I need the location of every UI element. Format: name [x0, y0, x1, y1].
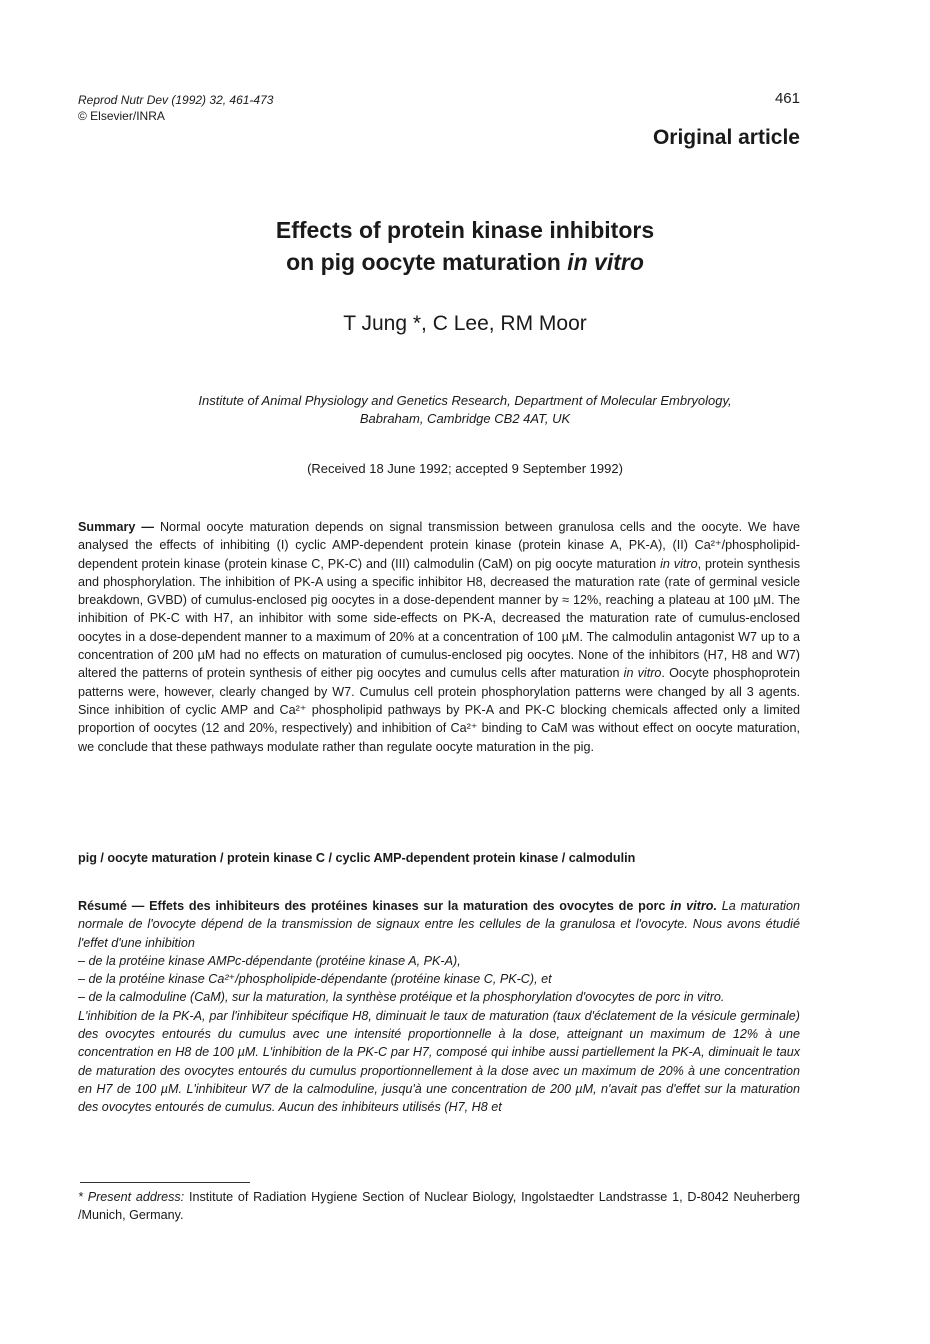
summary-paragraph — [78, 518, 800, 756]
resume-label-italic: in vitro. — [670, 899, 717, 913]
title-line-2-italic: in vitro — [567, 249, 644, 275]
summary-text-a: Normal oocyte maturation depends on signal transmission between granulosa cells and the oocyte. We have analysed the effects of inhibiting (I) cyclic AMP-dependent protein kinase (protein kinase A, PK-A), (II) Ca²⁺/phospholipid-dependent protein kinase (protein kinase C, PK-C) and (III) calmodulin (CaM) on pig oocyte maturation — [78, 520, 801, 571]
resume-item-3: – de la calmoduline (CaM), sur la maturation, la synthèse protéique et la phosphorylation d'ovocytes de porc in vitro. — [78, 990, 725, 1005]
resume-item-1: – de la protéine kinase AMPc-dépendante (protéine kinase A, PK-A), — [78, 953, 461, 968]
affiliation — [0, 392, 930, 428]
affiliation-line-2: Babraham, Cambridge CB2 4AT, UK — [359, 411, 571, 426]
resume-intro — [78, 897, 800, 952]
summary-label: Summary — — [78, 520, 154, 534]
title-line-2 — [0, 246, 930, 278]
summary-italic-b: in vitro — [623, 666, 662, 681]
received-dates: (Received 18 June 1992; accepted 9 September 1992) — [307, 461, 623, 476]
page-number: 461 — [774, 90, 800, 107]
footnote-divider — [80, 1182, 250, 1183]
article-title — [0, 214, 930, 278]
footnote-text: Institute of Radiation Hygiene Section of Nuclear Biology, Ingolstaedter Landstrasse 1, D-8042 Neuherberg /Munich, Germany. — [78, 1190, 800, 1223]
title-line-1: Effects of protein kinase inhibitors — [275, 217, 655, 243]
footnote — [78, 1188, 800, 1225]
summary-text-c: . Oocyte phosphoprotein patterns were, however, clearly changed by W7. Cumulus cell protein phosphorylation patterns were changed by all 3 agents. Since inhibition of cyclic AMP and Ca²⁺ phospholipid pathways by PK-A and PK-C blocking chemicals affected only a limited proportion of oocytes (12 and 20%, respectively) and inhibition of Ca²⁺ binding to CaM was without effect on oocyte maturation, we conclude that these pathways modulate rather than regulate oocyte maturation in the pig. — [78, 666, 800, 754]
section-label: Original article — [652, 126, 800, 149]
resume-block — [78, 897, 800, 1117]
keywords: pig / oocyte maturation / protein kinase C / cyclic AMP-dependent protein kinase / calmodulin — [78, 851, 636, 865]
summary-italic-a: in vitro — [660, 556, 698, 571]
journal-citation-block — [78, 92, 273, 124]
resume-line-1: La maturation normale de l'ovocyte dépend de la transmission de signaux entre les cellules de la granulosa et l'ovocyte. Nous avons étudié l'effet d'une inhibition — [78, 899, 800, 950]
authors: T Jung *, C Lee, RM Moor — [343, 312, 587, 335]
resume-item-2: – de la protéine kinase Ca²⁺/phospholipide-dépendante (protéine kinase C, PK-C), et — [78, 972, 552, 987]
title-line-2-main: on pig oocyte maturation — [286, 249, 568, 275]
journal-citation: Reprod Nutr Dev (1992) 32, 461-473 — [78, 93, 274, 107]
resume-label: Résumé — Effets des inhibiteurs des protéines kinases sur la maturation des ovocytes de porc — [78, 899, 671, 913]
publisher: © Elsevier/INRA — [78, 109, 165, 123]
footnote-label: * Present address: — [78, 1190, 185, 1204]
affiliation-line-1: Institute of Animal Physiology and Genetics Research, Department of Molecular Embryology, — [198, 393, 732, 408]
resume-paragraph-2: L'inhibition de la PK-A, par l'inhibiteur spécifique H8, diminuait le taux de maturation (taux d'éclatement de la vésicule germinale) des ovocytes entourés du cumulus avec une intensité proportionnelle à la dose, atteignant un maximum de 12% à une concentration en H8 de 100 µM. L'inhibition de la PK-C par H7, composé qui inhibe aussi partiellement la PK-A, diminuait le taux de maturation des ovocytes entourés du cumulus proportionnellement à la dose avec un maximum de 20% à une concentration en H7 de 100 µM. L'inhibiteur W7 de la calmoduline, jusqu'à une concentration de 200 µM, n'avait pas d'effet sur la maturation des ovocytes entourés de cumulus. Aucun des inhibiteurs utilisés (H7, H8 et — [78, 1008, 800, 1115]
summary-text-b: , protein synthesis and phosphorylation. The inhibition of PK-A using a specific inhibitor H8, decreased the maturation rate (rate of germinal vesicle breakdown, GVBD) of cumulus-enclosed pig oocytes in a dose-dependent manner by ≈ 12%, reaching a plateau at 100 µM. The inhibition of PK-C with H7, an inhibitor with some side-effects on PK-A, decreased the maturation rate of cumulus-enclosed oocytes in a dose-dependent manner to a maximum of 20% at a concentration of 100 µM. The calmodulin antagonist W7 up to a concentration of 200 µM had no effects on maturation of cumulus-enclosed pig oocytes. None of the inhibitors (H7, H8 and W7) altered the patterns of protein synthesis of either pig oocytes and cumulus cells after maturation — [78, 556, 800, 681]
